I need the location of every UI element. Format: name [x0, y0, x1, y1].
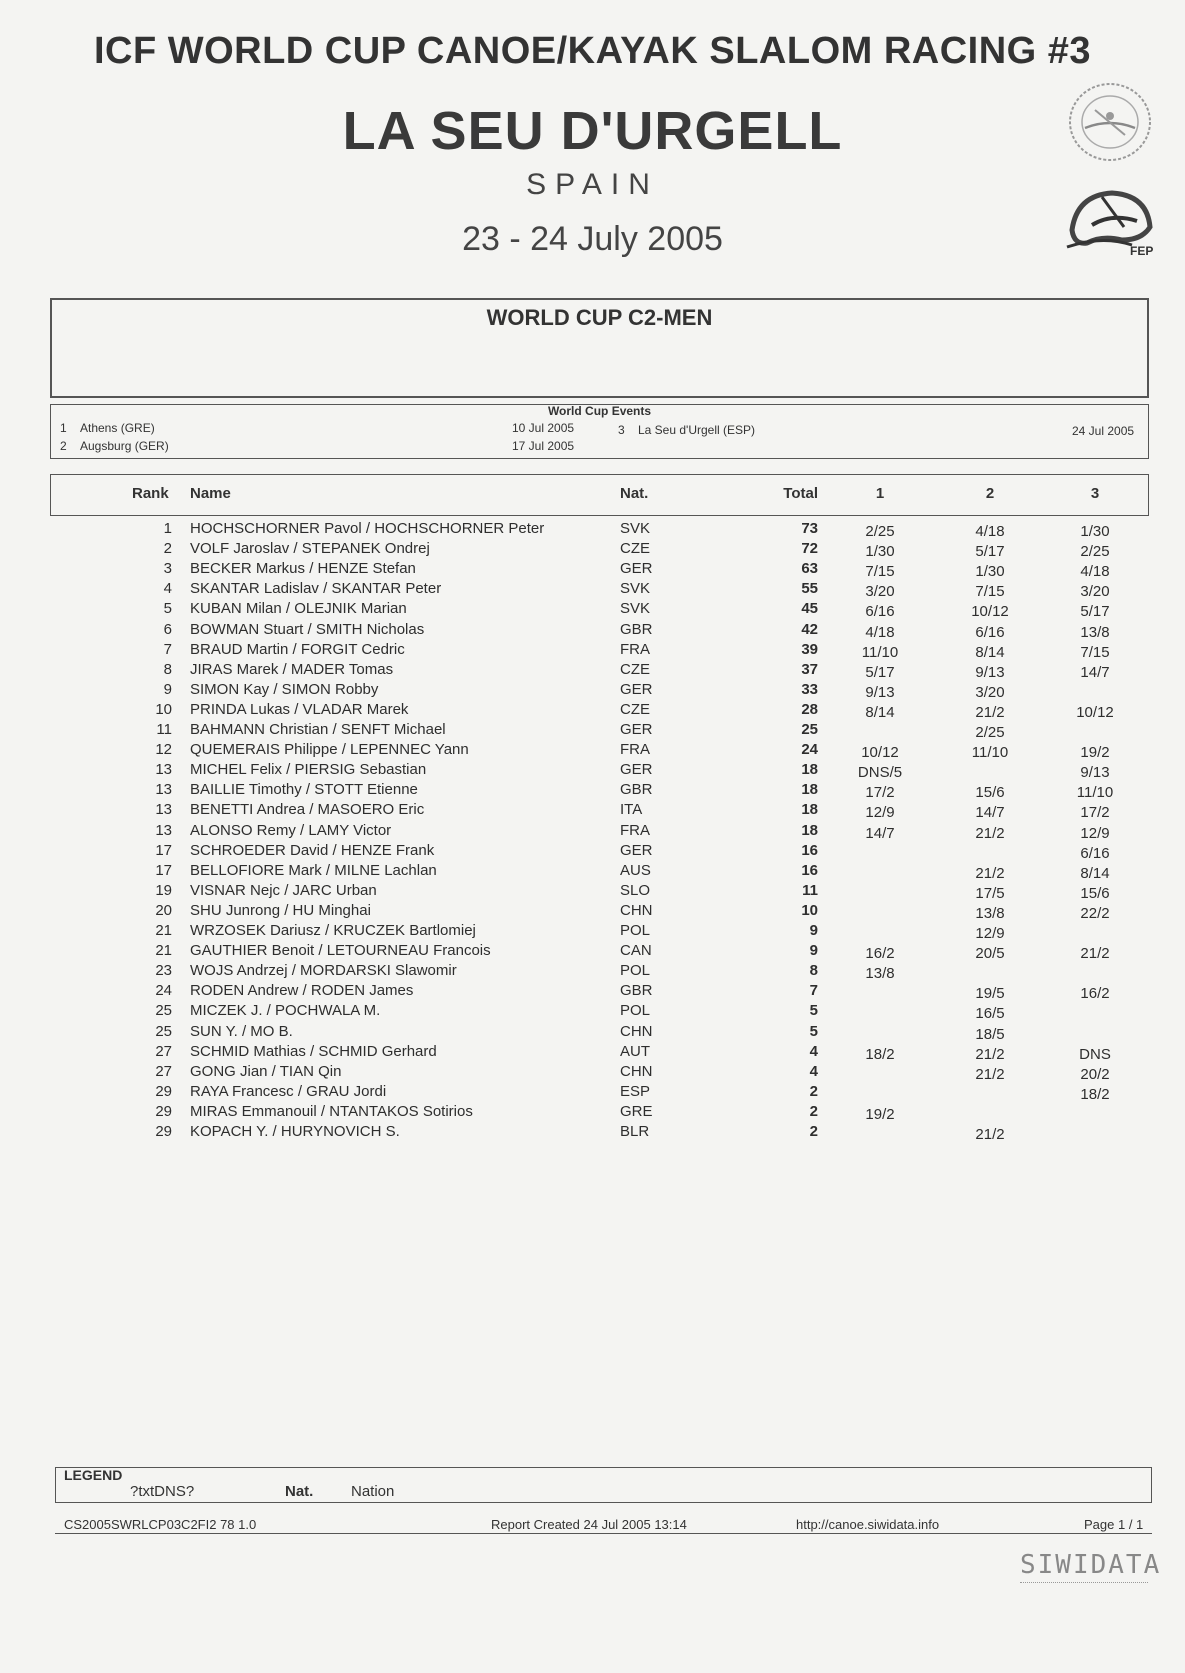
row-nat: SLO [620, 881, 651, 899]
row-nat: POL [620, 962, 651, 980]
row-name: BAILLIE Timothy / STOTT Etienne [190, 781, 418, 799]
row-nat: ITA [620, 801, 643, 819]
header-nat: Nat. [620, 485, 649, 502]
wc-event-1-num: 1 [60, 421, 67, 435]
table-row [0, 1123, 1185, 1143]
row-race-3: 11/10 [1076, 784, 1114, 802]
row-nat: CAN [620, 942, 652, 960]
row-nat: CHN [620, 1062, 653, 1080]
row-rank: 23 [155, 962, 172, 980]
row-nat: SVK [620, 600, 651, 618]
row-race-2: 11/10 [971, 744, 1009, 762]
icf-seal-logo [1065, 80, 1155, 165]
row-total: 24 [801, 741, 818, 759]
row-race-2: 10/12 [971, 603, 1009, 621]
row-race-1: 16/2 [865, 945, 895, 963]
row-nat: GBR [620, 620, 653, 638]
fep-logo [1062, 185, 1158, 260]
row-nat: GER [620, 841, 653, 859]
row-race-2: 21/2 [975, 1065, 1005, 1083]
table-row [0, 701, 1185, 721]
row-race-3: DNS [1079, 1045, 1111, 1063]
table-row [0, 621, 1185, 641]
row-total: 33 [801, 680, 818, 698]
row-race-1: 6/16 [865, 603, 895, 621]
row-total: 42 [801, 620, 818, 638]
wc-event-1-place: Athens (GRE) [80, 421, 155, 435]
row-nat: GER [620, 680, 653, 698]
table-row [0, 781, 1185, 801]
row-nat: AUT [620, 1042, 650, 1060]
row-rank: 5 [163, 600, 172, 618]
row-race-2: 3/20 [975, 683, 1005, 701]
svg-text:FEP: FEP [1130, 244, 1154, 258]
row-rank: 21 [155, 942, 172, 960]
row-total: 16 [801, 861, 818, 879]
row-race-1: 17/2 [865, 784, 895, 802]
row-name: MICHEL Felix / PIERSIG Sebastian [190, 761, 427, 779]
row-name: BAHMANN Christian / SENFT Michael [190, 721, 446, 738]
row-rank: 13 [155, 781, 172, 799]
footer-divider [55, 1533, 1152, 1534]
row-rank: 27 [155, 1042, 172, 1060]
wc-event-3-date: 24 Jul 2005 [1072, 424, 1135, 438]
row-total: 18 [801, 821, 818, 839]
world-cup-events-heading: World Cup Events [547, 404, 652, 418]
footer-report-created: Report Created 24 Jul 2005 13:14 [491, 1517, 687, 1532]
row-race-2: 21/2 [975, 1126, 1005, 1143]
row-nat: SVK [620, 520, 651, 537]
table-row [0, 862, 1185, 882]
wc-event-3-place: La Seu d'Urgell (ESP) [638, 423, 756, 437]
table-row [0, 942, 1185, 962]
row-name: MIRAS Emmanouil / NTANTAKOS Sotirios [190, 1102, 473, 1120]
row-name: SCHMID Mathias / SCHMID Gerhard [190, 1042, 437, 1060]
row-rank: 24 [155, 982, 172, 1000]
row-race-2: 21/2 [975, 1045, 1005, 1063]
row-total: 18 [801, 801, 818, 819]
row-name: SKANTAR Ladislav / SKANTAR Peter [190, 580, 442, 598]
row-total: 8 [809, 962, 818, 980]
row-race-1: 11/10 [861, 643, 899, 661]
row-total: 5 [809, 1022, 818, 1040]
wc-event-2-num: 2 [60, 439, 67, 453]
row-race-1: 7/15 [865, 563, 895, 581]
row-total: 18 [801, 781, 818, 799]
row-total: 2 [809, 1102, 818, 1120]
header-race-1: 1 [875, 485, 885, 502]
row-rank: 29 [155, 1102, 172, 1120]
row-race-2: 21/2 [975, 824, 1005, 842]
row-nat: CZE [620, 660, 650, 678]
row-total: 2 [809, 1123, 818, 1140]
row-total: 7 [809, 982, 818, 1000]
table-row [0, 822, 1185, 842]
row-race-2: 14/7 [975, 804, 1005, 822]
row-name: BRAUD Martin / FORGIT Cedric [190, 640, 405, 658]
row-race-3: 1/30 [1080, 523, 1110, 540]
row-nat: ESP [620, 1082, 651, 1100]
table-row [0, 540, 1185, 560]
table-row [0, 962, 1185, 982]
row-race-3: 7/15 [1080, 643, 1110, 661]
row-rank: 7 [163, 640, 172, 658]
row-rank: 25 [155, 1022, 172, 1040]
row-total: 72 [801, 540, 818, 558]
row-nat: POL [620, 1002, 651, 1020]
row-race-2: 4/18 [975, 523, 1005, 540]
footer-page: Page 1 / 1 [1084, 1517, 1144, 1532]
row-rank: 2 [163, 540, 172, 558]
row-name: BECKER Markus / HENZE Stefan [190, 560, 416, 578]
row-total: 5 [809, 1002, 818, 1020]
table-row [0, 741, 1185, 761]
row-race-2: 7/15 [975, 583, 1005, 601]
row-nat: CZE [620, 700, 650, 718]
row-name: JIRAS Marek / MADER Tomas [190, 660, 394, 678]
row-race-3: 20/2 [1080, 1065, 1110, 1083]
row-name: ALONSO Remy / LAMY Victor [190, 821, 392, 839]
row-name: MICZEK J. / POCHWALA M. [190, 1002, 381, 1020]
row-nat: GRE [620, 1102, 653, 1120]
row-name: QUEMERAIS Philippe / LEPENNEC Yann [190, 741, 469, 759]
row-nat: POL [620, 922, 651, 939]
row-total: 16 [801, 841, 818, 859]
row-rank: 6 [163, 620, 172, 638]
header-rank: Rank [132, 485, 169, 502]
row-race-1: 10/12 [861, 744, 899, 762]
row-total: 63 [801, 560, 818, 578]
table-row [0, 1002, 1185, 1022]
row-rank: 12 [155, 741, 172, 759]
legend-nat-key: Nat. [285, 1483, 314, 1500]
table-row [0, 661, 1185, 681]
row-rank: 17 [155, 841, 172, 859]
table-row [0, 580, 1185, 600]
row-race-1: 8/14 [865, 703, 895, 721]
row-race-1: 9/13 [865, 683, 895, 701]
row-name: SUN Y. / MO B. [190, 1022, 293, 1040]
table-row [0, 520, 1185, 540]
wc-event-1-date: 10 Jul 2005 [512, 421, 575, 435]
row-race-3: 14/7 [1080, 663, 1110, 681]
row-race-1: 2/25 [865, 523, 895, 540]
legend-nat-value: Nation [351, 1483, 395, 1500]
siwidata-logo-underline [1020, 1582, 1148, 1585]
row-race-2: 16/5 [975, 1005, 1005, 1023]
row-total: 2 [809, 1082, 818, 1100]
row-nat: CHN [620, 901, 653, 919]
row-race-2: 18/5 [975, 1025, 1005, 1043]
table-row [0, 922, 1185, 942]
row-nat: CHN [620, 1022, 653, 1040]
row-rank: 13 [155, 801, 172, 819]
row-total: 25 [801, 721, 818, 738]
row-race-3: 17/2 [1080, 804, 1110, 822]
legend-box [55, 1467, 1152, 1503]
row-race-3: 6/16 [1080, 844, 1110, 862]
table-row [0, 1063, 1185, 1083]
table-row [0, 982, 1185, 1002]
row-name: WOJS Andrzej / MORDARSKI Slawomir [190, 962, 457, 980]
row-name: KOPACH Y. / HURYNOVICH S. [190, 1123, 400, 1140]
row-race-3: 15/6 [1080, 884, 1110, 902]
row-race-3: 18/2 [1080, 1085, 1110, 1103]
row-rank: 9 [163, 680, 172, 698]
row-name: PRINDA Lukas / VLADAR Marek [190, 700, 409, 718]
row-race-2: 21/2 [975, 703, 1005, 721]
siwidata-logo: SIWIDATA [1020, 1550, 1162, 1580]
row-race-3: 3/20 [1080, 583, 1110, 601]
wc-event-2-date: 17 Jul 2005 [512, 439, 575, 453]
row-rank: 29 [155, 1123, 172, 1140]
row-race-2: 9/13 [975, 663, 1005, 681]
row-rank: 20 [155, 901, 172, 919]
row-nat: BLR [620, 1123, 650, 1140]
row-race-1: 4/18 [865, 623, 895, 641]
row-race-2: 8/14 [975, 643, 1005, 661]
row-rank: 27 [155, 1062, 172, 1080]
header-race-2: 2 [985, 485, 995, 502]
table-row [0, 681, 1185, 701]
wc-event-3-num: 3 [618, 423, 625, 437]
table-row [0, 1103, 1185, 1123]
row-race-3: 12/9 [1080, 824, 1110, 842]
row-nat: GER [620, 560, 653, 578]
row-rank: 10 [155, 700, 172, 718]
row-race-2: 20/5 [975, 945, 1005, 963]
row-name: BELLOFIORE Mark / MILNE Lachlan [190, 861, 437, 879]
row-race-3: 4/18 [1080, 563, 1110, 581]
table-row [0, 1083, 1185, 1103]
row-race-3: 9/13 [1080, 764, 1110, 782]
row-rank: 25 [155, 1002, 172, 1020]
row-name: KUBAN Milan / OLEJNIK Marian [190, 600, 407, 618]
row-rank: 13 [155, 821, 172, 839]
row-nat: GBR [620, 982, 653, 1000]
row-rank: 1 [163, 520, 172, 537]
row-nat: FRA [620, 640, 650, 658]
row-race-3: 10/12 [1076, 703, 1114, 721]
header-name: Name [190, 485, 231, 502]
footer-url[interactable]: http://canoe.siwidata.info [796, 1517, 940, 1532]
row-race-2: 1/30 [975, 563, 1005, 581]
table-row [0, 761, 1185, 781]
row-rank: 21 [155, 922, 172, 939]
row-nat: CZE [620, 540, 650, 558]
row-total: 9 [809, 942, 818, 960]
table-row [0, 721, 1185, 741]
row-race-3: 8/14 [1080, 864, 1110, 882]
row-race-3: 21/2 [1080, 945, 1110, 963]
row-rank: 11 [156, 721, 172, 738]
row-rank: 17 [155, 861, 172, 879]
row-rank: 8 [163, 660, 172, 678]
event-title: WORLD CUP C2-MEN [486, 305, 713, 330]
wc-event-2-place: Augsburg (GER) [80, 439, 169, 453]
header-total: Total [783, 485, 818, 502]
row-race-1: 5/17 [865, 663, 895, 681]
row-race-3: 16/2 [1080, 985, 1110, 1003]
row-name: HOCHSCHORNER Pavol / HOCHSCHORNER Peter [190, 520, 545, 537]
table-row [0, 842, 1185, 862]
row-total: 28 [801, 700, 818, 718]
row-race-1: DNS/5 [857, 764, 903, 782]
row-race-1: 12/9 [865, 804, 895, 822]
row-race-2: 2/25 [975, 724, 1005, 741]
row-name: RAYA Francesc / GRAU Jordi [190, 1082, 387, 1100]
row-total: 73 [801, 520, 818, 537]
table-row [0, 801, 1185, 821]
row-name: GONG Jian / TIAN Qin [190, 1062, 342, 1080]
row-race-3: 5/17 [1080, 603, 1110, 621]
row-name: SHU Junrong / HU Minghai [190, 901, 371, 919]
row-race-2: 13/8 [975, 904, 1005, 922]
row-race-3: 2/25 [1080, 543, 1110, 561]
row-race-3: 13/8 [1080, 623, 1110, 641]
title-dates: 23 - 24 July 2005 [462, 220, 723, 258]
row-total: 4 [809, 1062, 818, 1080]
row-nat: FRA [620, 821, 650, 839]
row-name: BOWMAN Stuart / SMITH Nicholas [190, 620, 425, 638]
row-race-1: 1/30 [865, 543, 895, 561]
row-race-2: 19/5 [975, 985, 1005, 1003]
row-rank: 3 [163, 560, 172, 578]
row-total: 55 [801, 580, 818, 598]
row-race-1: 3/20 [865, 583, 895, 601]
row-race-1: 14/7 [865, 824, 895, 842]
row-total: 18 [801, 761, 818, 779]
row-race-2: 17/5 [975, 884, 1005, 902]
row-nat: FRA [620, 741, 650, 759]
row-race-2: 12/9 [975, 925, 1005, 942]
row-rank: 13 [155, 761, 172, 779]
row-name: RODEN Andrew / RODEN James [190, 982, 414, 1000]
row-total: 39 [801, 640, 818, 658]
row-total: 37 [801, 660, 818, 678]
title-venue: LA SEU D'URGELL [342, 101, 843, 161]
row-name: SIMON Kay / SIMON Robby [190, 680, 379, 698]
row-nat: AUS [620, 861, 651, 879]
row-name: GAUTHIER Benoit / LETOURNEAU Francois [190, 942, 491, 960]
row-total: 10 [801, 901, 818, 919]
row-name: VISNAR Nejc / JARC Urban [190, 881, 377, 899]
row-rank: 19 [155, 881, 172, 899]
row-rank: 4 [163, 580, 172, 598]
table-row [0, 882, 1185, 902]
row-name: VOLF Jaroslav / STEPANEK Ondrej [190, 540, 430, 558]
row-nat: SVK [620, 580, 651, 598]
table-row [0, 1023, 1185, 1043]
row-race-3: 22/2 [1080, 904, 1110, 922]
table-row [0, 560, 1185, 580]
table-row [0, 600, 1185, 620]
title-competition: ICF WORLD CUP CANOE/KAYAK SLALOM RACING #3 [93, 30, 1092, 72]
row-race-3: 19/2 [1080, 744, 1110, 762]
row-race-2: 15/6 [975, 784, 1005, 802]
row-name: BENETTI Andrea / MASOERO Eric [190, 801, 425, 819]
header-race-3: 3 [1090, 485, 1100, 502]
row-race-1: 19/2 [865, 1105, 895, 1123]
row-name: WRZOSEK Dariusz / KRUCZEK Bartlomiej [190, 922, 476, 939]
table-row [0, 641, 1185, 661]
row-total: 4 [809, 1042, 818, 1060]
row-rank: 29 [155, 1082, 172, 1100]
table-row [0, 1043, 1185, 1063]
row-total: 45 [801, 600, 818, 618]
legend-dns: ?txtDNS? [130, 1483, 195, 1500]
row-total: 9 [809, 922, 818, 939]
row-race-1: 13/8 [865, 965, 895, 983]
row-race-2: 5/17 [975, 543, 1005, 561]
title-country: SPAIN [526, 168, 659, 201]
table-row [0, 902, 1185, 922]
row-name: SCHROEDER David / HENZE Frank [190, 841, 435, 859]
row-race-1: 18/2 [865, 1045, 895, 1063]
row-nat: GBR [620, 781, 653, 799]
row-race-2: 21/2 [975, 864, 1005, 882]
footer-doc-code: CS2005SWRLCP03C2FI2 78 1.0 [64, 1517, 257, 1532]
row-nat: GER [620, 721, 653, 738]
row-nat: GER [620, 761, 653, 779]
row-total: 11 [802, 881, 818, 899]
legend-title: LEGEND [64, 1467, 123, 1483]
row-race-2: 6/16 [975, 623, 1005, 641]
